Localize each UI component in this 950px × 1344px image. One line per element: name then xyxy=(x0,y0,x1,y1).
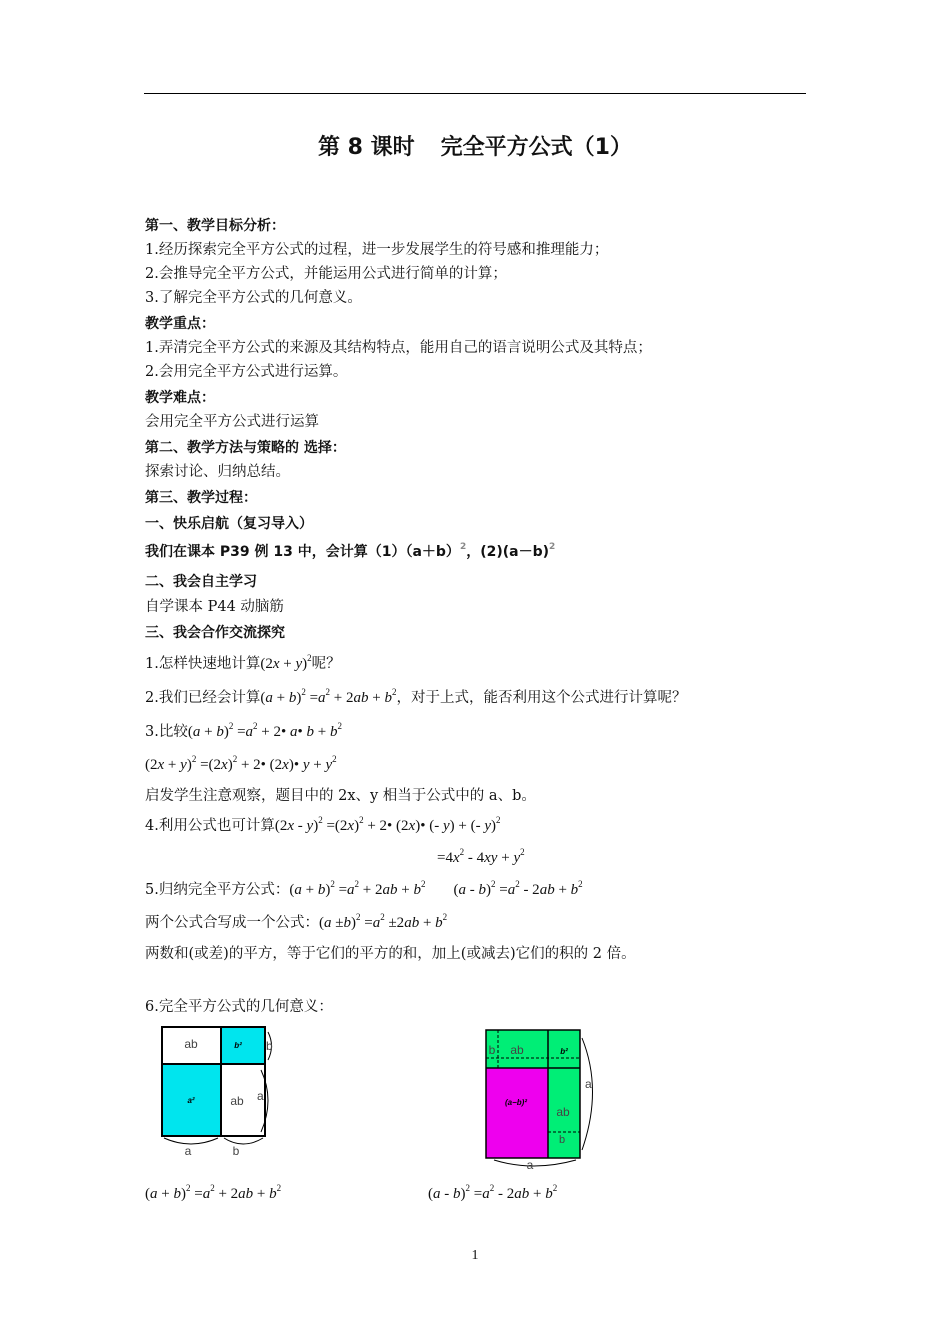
part-1-text: 我们在课本 P39 例 13 中，会计算$(1)(a+b)^2$，$(2)(a-b)^2$ xyxy=(145,542,556,560)
fig1-label-a2: a² xyxy=(187,1096,195,1105)
question-4-result: $=4x^2 - 4xy + y^2$ xyxy=(437,847,525,866)
fig2-label-a-bottom: a xyxy=(526,1158,534,1172)
question-2: 2.我们已经会计算$(a + b)^2 =a^2 + 2ab + b^2$，对于上式，能否利用这个公式进行计算呢？ xyxy=(145,687,687,706)
key-points-heading: 教学重点： xyxy=(145,316,215,332)
section-2-heading: 第二、教学方法与策略的 选择： xyxy=(145,440,346,456)
question-3: 3.比较$(a + b)^2 =a^2$ + 2• a• $b + b^2$ xyxy=(145,721,342,740)
question-5-merged: 两个公式合写成一个公式：$(a \pm b)^2 =a^2 \pm 2ab + b^2$ xyxy=(145,912,448,931)
fig2-label-b-left: b xyxy=(488,1043,496,1057)
part-2-text: 自学课本 P44 动脑筋 xyxy=(145,599,284,615)
title-lesson: 第 8 课时 xyxy=(318,135,415,160)
fig1-label-a-bottom: a xyxy=(184,1144,192,1158)
fig2-amb2-square xyxy=(486,1068,548,1158)
fig1-label-ab-top: ab xyxy=(184,1037,198,1051)
fig2-label-b-small: b xyxy=(558,1134,566,1146)
fig2-label-b2: b² xyxy=(560,1047,568,1056)
section-1-heading: 第一、教学目标分析： xyxy=(145,218,285,234)
fig2-label-ab-right: ab xyxy=(556,1105,570,1119)
fig1-label-b2: b² xyxy=(234,1041,242,1050)
fig1-label-b-bottom: b xyxy=(232,1144,240,1158)
question-3-note: 启发学生注意观察，题目中的 2x、y 相当于公式中的 a、b。 xyxy=(145,788,536,804)
question-5: 5.归纳完全平方公式：$(a + b)^2 =a^2 + 2ab + b^2$ $(a - b)^2 =a^2 - 2ab + b^2$ xyxy=(145,879,583,898)
fig2-label-ab-top: ab xyxy=(510,1043,524,1057)
question-4: 4.利用公式也可计算$(2x - y)^2 =(2x)^2$ + 2• (2x)• (- y) + (- y)$^2$ xyxy=(145,815,501,834)
page-number: 1 xyxy=(471,1248,479,1263)
goal-1: 1.经历探索完全平方公式的过程，进一步发展学生的符号感和推理能力； xyxy=(145,242,609,258)
question-5-rule: 两数和(或差)的平方，等于它们的平方的和，加上(或减去)它们的积的 2 倍。 xyxy=(145,946,636,962)
figure-1-caption: $(a + b)^2 =a^2 + 2ab + b^2$ xyxy=(145,1183,282,1202)
part-3-heading: 三、我会合作交流探究 xyxy=(145,625,285,641)
difficulty-heading: 教学难点： xyxy=(145,390,215,406)
figure-2-caption: $(a - b)^2 =a^2 - 2ab + b^2$ xyxy=(428,1183,558,1202)
section-2-text: 探索讨论、归纳总结。 xyxy=(145,464,290,480)
question-3-formula: $(2x + y)^2 =(2x)^2$ + 2• (2x)• $y + y^2$ xyxy=(145,754,337,773)
fig2-label-amb2: (a−b)² xyxy=(505,1098,527,1107)
fig1-label-ab-mid: ab xyxy=(230,1094,244,1108)
fig2-label-a-right: a xyxy=(585,1077,592,1091)
figure-sum-square xyxy=(155,1020,285,1160)
goal-3: 3.了解完全平方公式的几何意义。 xyxy=(145,290,362,306)
header-rule xyxy=(144,93,806,94)
title-topic: 完全平方公式（1） xyxy=(440,135,632,160)
part-1-heading: 一、快乐启航（复习导入） xyxy=(145,516,313,532)
figure-difference-square xyxy=(478,1020,618,1175)
section-3-heading: 第三、教学过程： xyxy=(145,490,257,506)
page-title xyxy=(0,130,950,161)
goal-2: 2.会推导完全平方公式，并能运用公式进行简单的计算； xyxy=(145,266,507,282)
key-point-2: 2.会用完全平方公式进行运算。 xyxy=(145,364,348,380)
key-point-1: 1.弄清完全平方公式的来源及其结构特点，能用自己的语言说明公式及其特点； xyxy=(145,340,652,356)
fig1-b2-square xyxy=(221,1027,265,1064)
question-6: 6.完全平方公式的几何意义： xyxy=(145,999,333,1015)
fig1-label-b-right: b xyxy=(266,1039,273,1053)
fig1-label-a-right: a xyxy=(257,1089,264,1103)
difficulty-text: 会用完全平方公式进行运算 xyxy=(145,414,319,430)
question-1: 1.怎样快速地计算$(2x + y)^2$呢？ xyxy=(145,653,341,672)
part-2-heading: 二、我会自主学习 xyxy=(145,574,257,590)
